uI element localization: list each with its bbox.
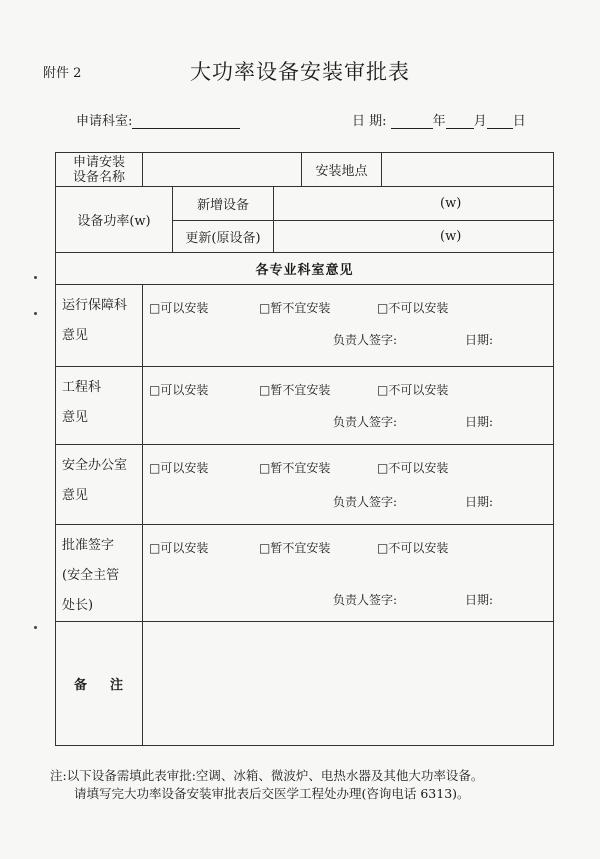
device-name-label-l1: 申请安装 xyxy=(72,154,125,170)
dept-underline[interactable] xyxy=(132,116,240,129)
option-can-install[interactable]: □可以安装 xyxy=(149,301,209,315)
option-cannot-install[interactable]: □不可以安装 xyxy=(377,383,449,397)
opinion-label-ops xyxy=(56,285,143,367)
option-can-install[interactable]: □可以安装 xyxy=(149,461,209,475)
date-label: 日 期: xyxy=(352,114,387,129)
dept-label: 申请科室: xyxy=(76,114,133,129)
option-cannot-install[interactable]: □不可以安装 xyxy=(377,461,449,475)
sign-date-label: 日期: xyxy=(465,415,494,429)
month-label: 月 xyxy=(473,114,487,129)
row-label-line: 批准签字 xyxy=(62,538,115,553)
device-name-label xyxy=(56,153,143,187)
approval-table xyxy=(55,152,554,746)
sign-date-label: 日期: xyxy=(465,333,494,347)
opinion-cell-ops xyxy=(143,285,554,367)
option-can-install[interactable]: □可以安装 xyxy=(149,383,209,397)
row-label-line: 意见 xyxy=(62,410,89,425)
option-not-suitable[interactable]: □暂不宜安装 xyxy=(259,383,331,397)
device-name-input[interactable] xyxy=(143,153,302,187)
sign-date-label: 日期: xyxy=(465,593,494,607)
note-line-1: 注:以下设备需填此表审批:空调、冰箱、微波炉、电热水器及其他大功率设备。 xyxy=(50,768,484,783)
signature-label: 负责人签字: xyxy=(333,593,398,607)
section-heading: 各专业科室意见 xyxy=(56,253,554,285)
new-device-label: 新增设备 xyxy=(173,187,274,221)
year-blank[interactable] xyxy=(391,116,433,129)
opinion-label-safety xyxy=(56,445,143,525)
sign-date-label: 日期: xyxy=(465,495,494,509)
attachment-label: 附件 2 xyxy=(43,66,82,81)
signature-label: 负责人签字: xyxy=(333,415,398,429)
row-label-line: 工程科 xyxy=(62,380,102,395)
update-device-unit: (w) xyxy=(440,229,462,244)
scan-mark xyxy=(34,626,37,629)
location-input[interactable] xyxy=(382,153,554,187)
opinion-cell-approval xyxy=(143,525,554,622)
option-not-suitable[interactable]: □暂不宜安装 xyxy=(259,301,331,315)
remarks-input[interactable] xyxy=(143,622,554,746)
option-can-install[interactable]: □可以安装 xyxy=(149,541,209,555)
device-name-label-l2: 设备名称 xyxy=(72,169,125,185)
row-label-line: 意见 xyxy=(62,488,89,503)
new-device-unit: (w) xyxy=(440,196,462,211)
footnotes xyxy=(50,767,483,803)
row-label-line: 运行保障科 xyxy=(62,298,128,313)
option-not-suitable[interactable]: □暂不宜安装 xyxy=(259,541,331,555)
update-device-power-input[interactable] xyxy=(274,221,554,253)
day-label: 日 xyxy=(512,114,526,129)
row-label-line: (安全主管 xyxy=(62,568,120,583)
month-blank[interactable] xyxy=(446,116,474,129)
option-not-suitable[interactable]: □暂不宜安装 xyxy=(259,461,331,475)
day-blank[interactable] xyxy=(487,116,513,129)
opinion-label-engineering xyxy=(56,367,143,445)
note-line-2: 请填写完大功率设备安装审批表后交医学工程处办理(咨询电话 6313)。 xyxy=(74,786,470,801)
location-label: 安装地点 xyxy=(302,153,382,187)
row-label-line: 处长) xyxy=(62,598,94,613)
year-label: 年 xyxy=(432,114,446,129)
row-label-line: 安全办公室 xyxy=(62,458,128,473)
signature-label: 负责人签字: xyxy=(333,333,398,347)
option-cannot-install[interactable]: □不可以安装 xyxy=(377,541,449,555)
opinion-cell-engineering xyxy=(143,367,554,445)
option-cannot-install[interactable]: □不可以安装 xyxy=(377,301,449,315)
scan-mark xyxy=(34,312,37,315)
date-field[interactable] xyxy=(352,110,526,129)
opinion-label-approval xyxy=(56,525,143,622)
new-device-power-input[interactable] xyxy=(274,187,554,221)
row-label-line: 意见 xyxy=(62,328,89,343)
dept-field[interactable] xyxy=(76,110,240,129)
remarks-label: 备 注 xyxy=(56,622,143,746)
power-label: 设备功率(w) xyxy=(56,187,173,253)
update-device-label: 更新(原设备) xyxy=(173,221,274,253)
form-title: 大功率设备安装审批表 xyxy=(190,60,410,84)
opinion-cell-safety xyxy=(143,445,554,525)
signature-label: 负责人签字: xyxy=(333,495,398,509)
scan-mark xyxy=(34,276,37,279)
